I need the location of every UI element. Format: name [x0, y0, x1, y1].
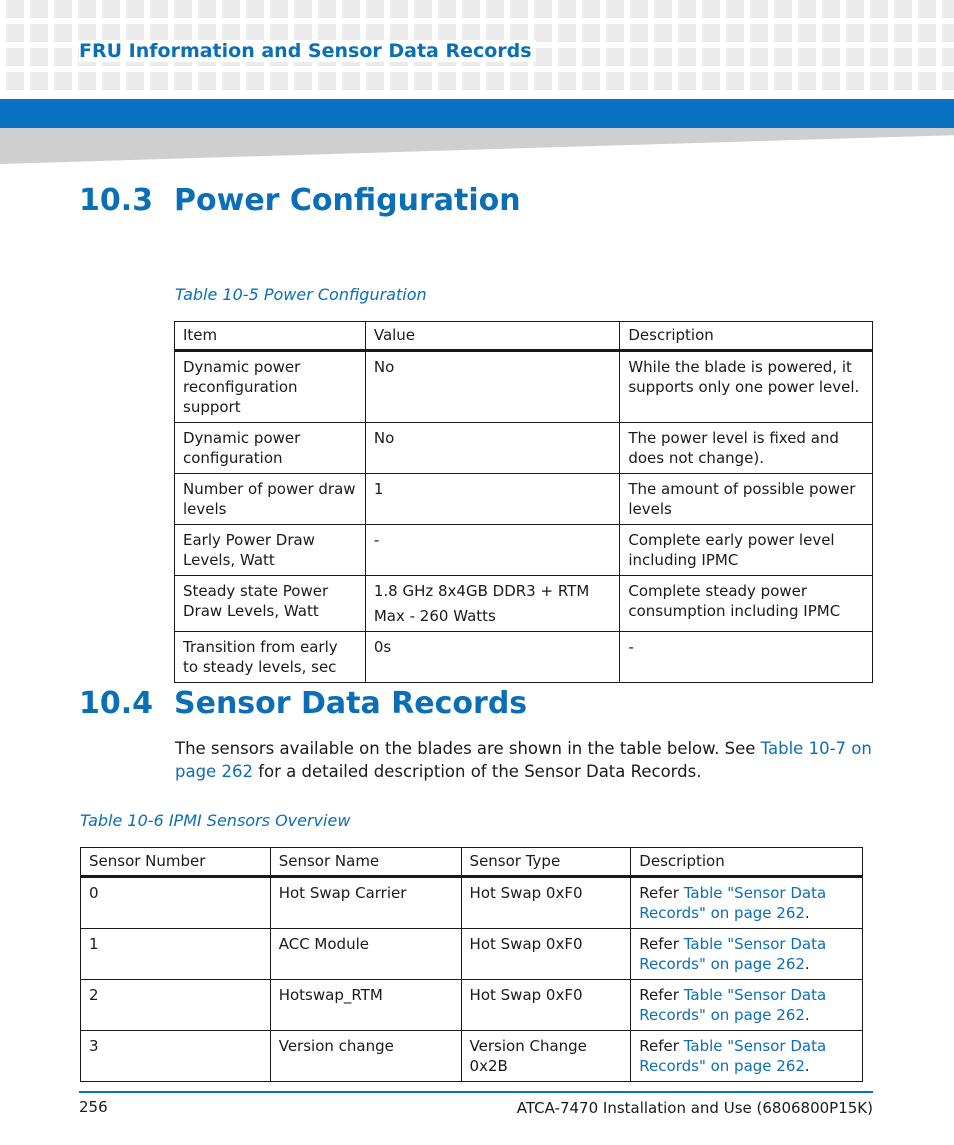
table-caption-power: Table 10-5 Power Configuration: [175, 285, 427, 304]
table-row: [175, 576, 873, 632]
table-row: [81, 929, 863, 980]
ipmi-sensors-table: [80, 847, 863, 1082]
description-cell: Complete early power level including IPMC: [620, 525, 873, 576]
sensor-type-cell: Hot Swap 0xF0: [461, 877, 631, 929]
running-header-title: FRU Information and Sensor Data Records: [79, 40, 536, 62]
column-header: Item: [175, 322, 366, 351]
sensor-description-cell: [631, 1031, 863, 1082]
column-header: Sensor Type: [461, 848, 631, 877]
item-cell: Dynamic power reconfiguration support: [175, 351, 366, 423]
sensor-type-cell: Hot Swap 0xF0: [461, 980, 631, 1031]
item-cell: Transition from early to steady levels, sec: [175, 632, 366, 683]
value-text: 0s: [373, 638, 392, 656]
item-cell: Dynamic power configuration: [175, 423, 366, 474]
sensor-name-cell: Hot Swap Carrier: [270, 877, 461, 929]
header-grey-wedge: [0, 128, 954, 164]
value-text: No: [373, 429, 395, 447]
value-cell: [365, 351, 620, 423]
section-number: 10.4: [79, 686, 154, 721]
column-header: Sensor Name: [270, 848, 461, 877]
table-caption-sensors: Table 10-6 IPMI Sensors Overview: [80, 811, 351, 830]
refer-text: Refer: [639, 986, 684, 1004]
section-title: Power Configuration: [174, 183, 521, 218]
value-cell: [365, 632, 620, 683]
item-cell: Early Power Draw Levels, Watt: [175, 525, 366, 576]
intro-text: for a detailed description of the Sensor Data Records.: [252, 762, 702, 781]
sensor-name-cell: Hotswap_RTM: [270, 980, 461, 1031]
value-text: Max - 260 Watts: [373, 607, 496, 625]
value-text: -: [373, 531, 380, 549]
sensor-type-cell: Hot Swap 0xF0: [461, 929, 631, 980]
sensor-name-cell: Version change: [270, 1031, 461, 1082]
sdr-table-link[interactable]: Table "Sensor Data Records" on page 262: [639, 986, 827, 1024]
intro-text: The sensors available on the blades are shown in the table below. See: [175, 739, 761, 758]
sdr-table-link[interactable]: Table "Sensor Data Records" on page 262: [639, 1037, 827, 1075]
table-row: [175, 423, 873, 474]
document-title: ATCA-7470 Installation and Use (6806800P15K): [516, 1099, 873, 1117]
sensor-description-cell: [631, 877, 863, 929]
description-cell: While the blade is powered, it supports only one power level.: [620, 351, 873, 423]
column-header: Sensor Number: [81, 848, 271, 877]
table-row: [81, 980, 863, 1031]
item-cell: Number of power draw levels: [175, 474, 366, 525]
page-number: 256: [79, 1098, 108, 1116]
item-cell: Steady state Power Draw Levels, Watt: [175, 576, 366, 632]
section-title: Sensor Data Records: [174, 686, 528, 721]
value-text: 1: [373, 480, 384, 498]
cross-reference-link[interactable]: Table 10-7 on page 262: [175, 739, 872, 781]
section-heading-10-3: [79, 183, 521, 218]
section-number: 10.3: [79, 183, 154, 218]
description-cell: -: [620, 632, 873, 683]
sensor-name-cell: ACC Module: [270, 929, 461, 980]
value-text: No: [373, 358, 395, 376]
table-row: [175, 351, 873, 423]
sensor-description-cell: [631, 980, 863, 1031]
table-row: [175, 525, 873, 576]
section-intro-paragraph: [175, 737, 885, 783]
value-text: 1.8 GHz 8x4GB DDR3 + RTM: [373, 582, 590, 600]
power-configuration-table: [174, 321, 873, 683]
table-row: [81, 877, 863, 929]
table-row: [175, 632, 873, 683]
sdr-table-link[interactable]: Table "Sensor Data Records" on page 262: [639, 935, 827, 973]
period-text: .: [804, 955, 810, 973]
header-blue-band: [0, 99, 954, 128]
column-header: Description: [620, 322, 873, 351]
column-header: Description: [631, 848, 863, 877]
refer-text: Refer: [639, 884, 684, 902]
sensor-number-cell: 3: [81, 1031, 271, 1082]
refer-text: Refer: [639, 935, 684, 953]
sensor-number-cell: 2: [81, 980, 271, 1031]
sdr-table-link[interactable]: Table "Sensor Data Records" on page 262: [639, 884, 827, 922]
period-text: .: [804, 1057, 810, 1075]
table-row: [81, 1031, 863, 1082]
description-cell: Complete steady power consumption including IPMC: [620, 576, 873, 632]
sensor-number-cell: 0: [81, 877, 271, 929]
value-cell: [365, 576, 620, 632]
column-header: Value: [365, 322, 620, 351]
value-cell: [365, 474, 620, 525]
sensor-description-cell: [631, 929, 863, 980]
sensor-number-cell: 1: [81, 929, 271, 980]
section-heading-10-4: [79, 686, 527, 721]
description-cell: The power level is fixed and does not change).: [620, 423, 873, 474]
refer-text: Refer: [639, 1037, 684, 1055]
sensor-type-cell: Version Change 0x2B: [461, 1031, 631, 1082]
period-text: .: [804, 1006, 810, 1024]
table-header-row: [175, 322, 873, 351]
description-cell: The amount of possible power levels: [620, 474, 873, 525]
value-cell: [365, 525, 620, 576]
table-header-row: [81, 848, 863, 877]
footer-rule: [79, 1091, 873, 1093]
period-text: .: [804, 904, 810, 922]
value-cell: [365, 423, 620, 474]
table-row: [175, 474, 873, 525]
